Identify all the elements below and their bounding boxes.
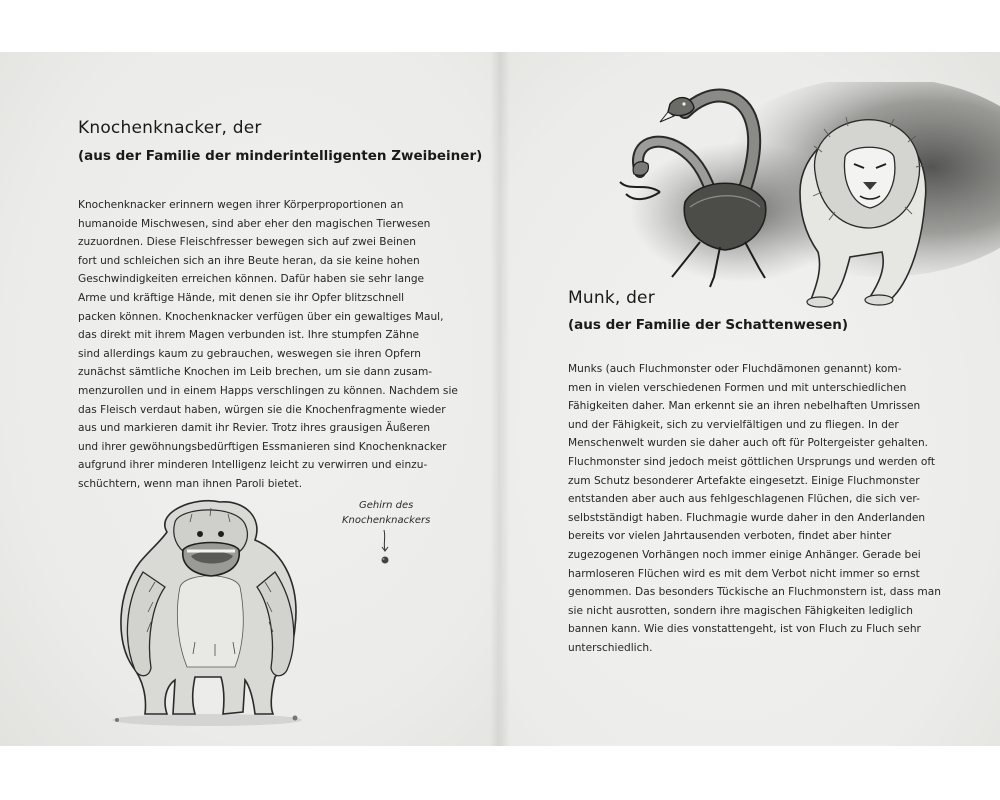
body-line: harmloseren Flüchen wird es mit dem Verbot nicht immer so ernst	[568, 567, 920, 580]
knochenknacker-title: Knochenknacker, der	[78, 118, 262, 138]
body-line: aus und markieren damit ihr Revier. Trotz ihres grausigen Äußeren	[78, 422, 431, 435]
body-line: Fähigkeiten daher. Man erkennt sie an ihren nebelhaften Umrissen	[568, 400, 921, 413]
body-line: bannen kann. Wie dies vonstattengeht, ist von Fluch zu Fluch sehr	[568, 623, 921, 636]
body-line: und der Fähigkeit, sich zu vervielfältigen und zu fliegen. In der	[568, 418, 899, 431]
body-line: Arme und kräftige Hände, mit denen sie ihr Opfer blitzschnell	[78, 291, 405, 304]
body-line: packen können. Knochenknacker verfügen über ein gewaltiges Maul,	[78, 310, 444, 323]
body-line: Geschwindigkeiten erreichen können. Dafür haben sie sehr lange	[78, 273, 425, 286]
body-line: und ihrer gewöhnungsbedürftigen Essmanieren sind Knochenknacker	[78, 440, 447, 453]
body-line: entstanden aber auch aus fehlgeschlagenen Flüchen, die sich ver-	[568, 493, 920, 506]
body-line: sie nicht ausrotten, sondern ihre magischen Fähigkeiten lediglich	[568, 604, 913, 617]
brain-pointer-icon	[356, 528, 416, 568]
body-line: Munks (auch Fluchmonster oder Fluchdämonen genannt) kom-	[568, 363, 902, 375]
munk-body	[568, 360, 941, 658]
body-line: menzurollen und in einem Happs verschlingen zu können. Nachdem sie	[78, 384, 458, 397]
body-line: das direkt mit ihrem Magen verbunden ist. Ihre stumpfen Zähne	[78, 329, 420, 342]
knochenknacker-body	[78, 196, 458, 494]
munk-subtitle: (aus der Familie der Schattenwesen)	[568, 317, 849, 333]
book-gutter	[490, 52, 510, 746]
body-line: bereits vor vielen Jahrtausenden verboten, findet aber hinter	[568, 530, 892, 543]
body-line: aufgrund ihrer minderen Intelligenz leicht zu verwirren und einzu-	[78, 459, 428, 472]
body-line: Menschenwelt wurden sie daher auch oft für Poltergeister gehalten.	[568, 437, 929, 450]
body-line: zum Schutz besonderer Artefakte eingesetzt. Einige Fluchmonster	[568, 474, 920, 487]
annotation-line: Knochenknackers	[342, 515, 431, 526]
body-line: humanoide Mischwesen, sind aber eher den magischen Tierwesen	[78, 217, 431, 230]
body-line: zugezogenen Vorhängen noch immer einige Anhänger. Gerade bei	[568, 548, 921, 561]
body-line: Knochenknacker erinnern wegen ihrer Körperproportionen an	[78, 199, 404, 211]
body-line: men in vielen verschiedenen Formen und mit unterschiedlichen	[568, 381, 907, 394]
body-line: das Fleisch verdaut haben, würgen sie die Knochenfragmente wieder	[78, 403, 446, 416]
annotation-line: Gehirn des	[359, 500, 414, 511]
body-line: genommen. Das besonders Tückische an Fluchmonstern ist, dass man	[568, 586, 941, 599]
body-line: zunächst sämtliche Knochen im Leib brechen, um sie dann zusam-	[78, 366, 433, 379]
body-line: selbstständigt haben. Fluchmagie wurde daher in den Anderlanden	[568, 511, 926, 524]
book-spread	[0, 52, 1000, 746]
knochenknacker-subtitle: (aus der Familie der minderintelligenten Zweibeiner)	[78, 148, 483, 164]
munk-illustration	[590, 82, 1000, 312]
body-line: sind allerdings kaum zu gebrauchen, weswegen sie ihren Opfern	[78, 347, 421, 360]
body-line: unterschiedlich.	[568, 641, 653, 654]
body-line: Fluchmonster sind jedoch meist göttlichen Ursprungs und werden oft	[568, 455, 936, 468]
body-line: fort und schleichen sich an ihre Beute heran, da sie keine hohen	[78, 254, 420, 267]
brain-annotation	[342, 498, 430, 573]
body-line: schüchtern, wenn man ihnen Paroli bietet.	[78, 477, 303, 490]
body-line: zuzuordnen. Diese Fleischfresser bewegen sich auf zwei Beinen	[78, 236, 416, 249]
munk-title: Munk, der	[568, 288, 655, 308]
knochenknacker-illustration	[95, 492, 325, 732]
